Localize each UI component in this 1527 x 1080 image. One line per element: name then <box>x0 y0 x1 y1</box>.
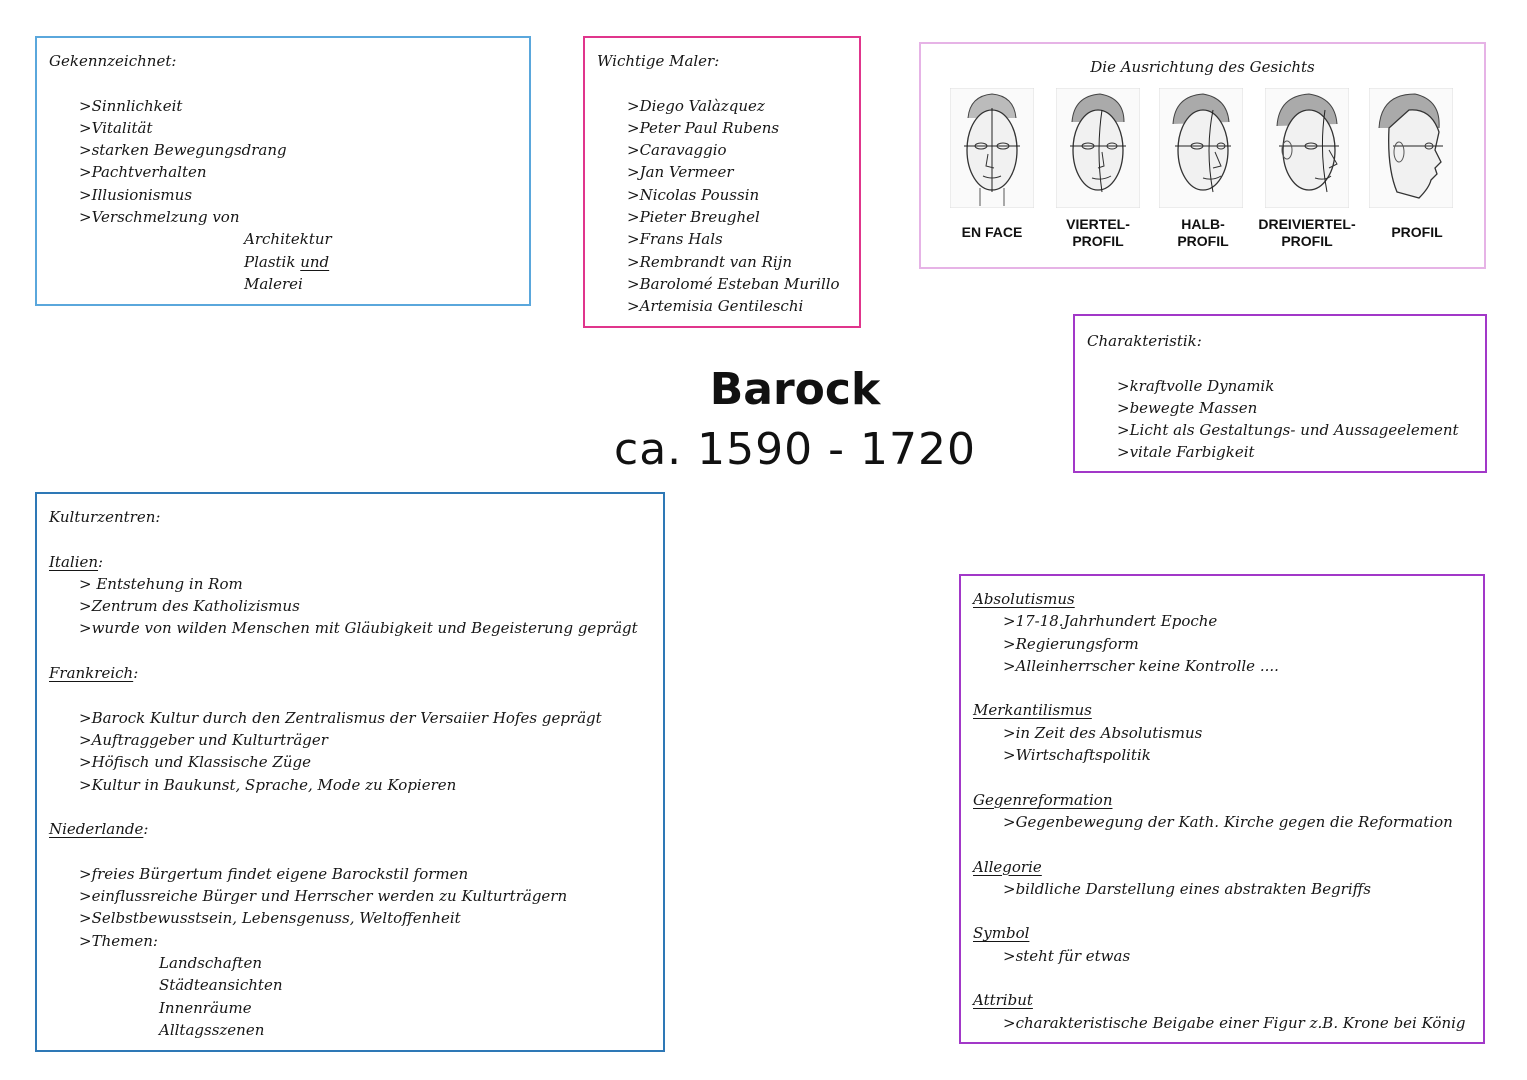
term-heading: Gegenreformation <box>973 790 1113 809</box>
list-item: >Wirtschaftspolitik <box>1003 746 1151 765</box>
box-face-orientation <box>919 42 1486 269</box>
charakteristik-heading: Charakteristik: <box>1087 332 1202 350</box>
list-item: >wurde von wilden Menschen mit Gläubigkeit und Begeisterung geprägt <box>79 619 638 638</box>
list-item: >Gegenbewegung der Kath. Kirche gegen die Reformation <box>1003 812 1453 831</box>
list-item: >Höfisch und Klassische Züge <box>79 753 312 772</box>
term-heading: Attribut <box>973 991 1033 1010</box>
face-three-quarter-profile-illustration <box>1265 88 1349 208</box>
maler-heading: Wichtige Maler: <box>597 52 720 70</box>
sub-item: Alltagsszenen <box>159 1020 265 1039</box>
gekennzeichnet-heading: Gekennzeichnet: <box>49 52 177 70</box>
list-item: >freies Bürgertum findet eigene Barockstil formen <box>79 864 469 883</box>
term-heading: Allegorie <box>973 857 1042 876</box>
list-item: >bewegte Massen <box>1117 398 1258 417</box>
list-item: >Sinnlichkeit <box>79 96 183 115</box>
kultur-heading: Kulturzentren: <box>49 508 161 526</box>
list-item: > Entstehung in Rom <box>79 574 243 593</box>
face-orientation-heading: Die Ausrichtung des Gesichts <box>1090 58 1315 76</box>
list-item: >Licht als Gestaltungs- und Aussageelement <box>1117 421 1459 440</box>
list-item: >Barock Kultur durch den Zentralismus der Versaiier Hofes geprägt <box>79 708 602 727</box>
section-label-italien: Italien: <box>49 552 104 571</box>
title-block <box>600 360 990 480</box>
face-label-dreiviertel-profil: DREIVIERTEL- PROFIL <box>1258 216 1356 249</box>
box-charakteristik <box>1073 314 1487 473</box>
list-item: >kraftvolle Dynamik <box>1117 376 1275 395</box>
sub-item: Architektur <box>244 230 332 249</box>
list-item: >Themen: <box>79 931 158 950</box>
list-item: >Artemisia Gentileschi <box>627 297 804 316</box>
list-item: >einflussreiche Bürger und Herrscher werden zu Kulturträgern <box>79 887 568 906</box>
box-begriffe <box>959 574 1485 1044</box>
list-item: >Peter Paul Rubens <box>627 118 780 137</box>
list-item: >Nicolas Poussin <box>627 185 760 204</box>
face-half-profile-illustration <box>1159 88 1243 208</box>
list-item: >starken Bewegungsdrang <box>79 141 287 160</box>
section-label-niederlande: Niederlande: <box>49 820 149 839</box>
list-item: >Zentrum des Katholizismus <box>79 597 300 616</box>
sub-item: Malerei <box>244 274 303 293</box>
face-label-profil: PROFIL <box>1391 224 1443 240</box>
list-item: >Caravaggio <box>627 141 727 160</box>
section-label-frankreich: Frankreich: <box>49 664 139 683</box>
list-item: >Pachtverhalten <box>79 163 207 182</box>
list-item: >Selbstbewusstsein, Lebensgenuss, Weltoffenheit <box>79 909 461 928</box>
list-item: >Barolomé Esteban Murillo <box>627 274 840 293</box>
face-quarter-profile-illustration <box>1056 88 1140 208</box>
page-dates: ca. 1590 - 1720 <box>614 424 976 475</box>
sub-item: Landschaften <box>159 953 262 972</box>
list-item: >Auftraggeber und Kulturträger <box>79 730 328 749</box>
page-title: Barock <box>709 364 881 415</box>
list-item: >Verschmelzung von <box>79 208 240 227</box>
list-item: >Alleinherrscher keine Kontrolle .... <box>1003 656 1279 675</box>
list-item: >Frans Hals <box>627 230 723 249</box>
list-item: >steht für etwas <box>1003 946 1131 965</box>
face-label-en-face: EN FACE <box>961 224 1023 240</box>
term-heading: Absolutismus <box>973 590 1075 608</box>
list-item: >Vitalität <box>79 118 153 137</box>
list-item: >Diego Valàzquez <box>627 96 765 115</box>
sub-item: Städteansichten <box>159 976 283 995</box>
face-label-viertel-profil: VIERTEL- PROFIL <box>1066 216 1130 249</box>
face-en-face-illustration <box>950 88 1034 208</box>
list-item: >Rembrandt van Rijn <box>627 252 792 271</box>
list-item: >17-18.Jahrhundert Epoche <box>1003 612 1218 631</box>
list-item: >Pieter Breughel <box>627 208 760 227</box>
sub-item: Plastik und <box>244 252 330 271</box>
box-kulturzentren <box>35 492 665 1052</box>
term-heading: Symbol <box>973 924 1030 943</box>
list-item: >bildliche Darstellung eines abstrakten Begriffs <box>1003 879 1371 898</box>
list-item: >Illusionismus <box>79 185 193 204</box>
sub-item: Innenräume <box>159 998 252 1017</box>
list-item: >in Zeit des Absolutismus <box>1003 723 1203 742</box>
list-item: >Regierungsform <box>1003 634 1139 653</box>
box-wichtige-maler <box>583 36 861 328</box>
term-heading: Merkantilismus <box>973 701 1092 720</box>
list-item: >charakteristische Beigabe einer Figur z.B. Krone bei König <box>1003 1013 1466 1032</box>
list-item: >Kultur in Baukunst, Sprache, Mode zu Kopieren <box>79 775 457 794</box>
box-gekennzeichnet <box>35 36 531 306</box>
face-label-halb-profil: HALB- PROFIL <box>1177 216 1229 249</box>
face-profile-illustration <box>1369 88 1453 208</box>
list-item: >Jan Vermeer <box>627 163 734 182</box>
list-item: >vitale Farbigkeit <box>1117 443 1255 462</box>
